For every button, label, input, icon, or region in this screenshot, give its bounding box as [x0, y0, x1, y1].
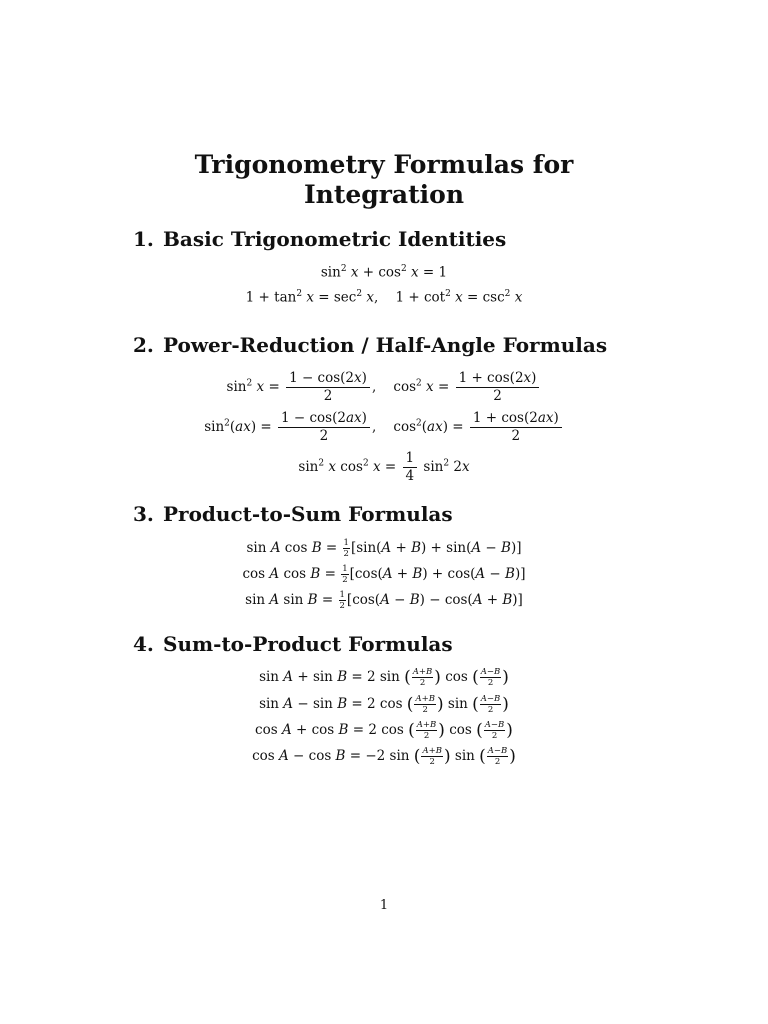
section-number: 2. — [133, 333, 154, 357]
section-title: Power-Reduction / Half-Angle Formulas — [163, 333, 608, 357]
formula-sin-sin-product: sin A sin B = $\frac{1}{2}$ [cos(A − B) − cos(A + B)] — [245, 590, 523, 611]
section-number: 4. — [133, 632, 154, 656]
formula-tan-cot-identities: $1 + \tan^2 x = \sec^2 x$, $1 + \cot^2 x = \csc^2 x$ — [245, 289, 523, 306]
formula-sin-cos-product: sin A cos B = $\frac{1}{2}$ [sin(A + B) + sin(A − B)] — [246, 538, 522, 559]
section-heading-product-to-sum — [133, 502, 453, 526]
formula-cos-plus-cos: cos A + cos B = 2 cos ( $\frac{A+B}{2}$ ) cos ( $\frac{A-B}{2}$ ) — [255, 720, 513, 741]
section-title: Product-to-Sum Formulas — [163, 502, 453, 526]
formula-cos-cos-product: cos A cos B = $\frac{1}{2}$ [cos(A + B) + cos(A − B)] — [242, 564, 526, 585]
title-line-1: Trigonometry Formulas for — [194, 150, 574, 179]
formula-cos-minus-cos: cos A − cos B = −2 sin ( $\frac{A+B}{2}$ ) sin ( $\frac{A-B}{2}$ ) — [252, 746, 516, 767]
title-line-2: Integration — [303, 180, 465, 209]
formula-sin-minus-sin: sin A − sin B = 2 cos ( $\frac{A+B}{2}$ ) sin ( $\frac{A-B}{2}$ ) — [259, 694, 509, 715]
formula-pythagorean: $\sin^2 x + \cos^2 x = 1$ — [320, 264, 448, 281]
formula-sin2-cos2: $\sin^2 x$ $\cos^2 x$ = $\frac{1}{4}$ $\sin^2 2x$ — [298, 450, 470, 484]
section-title: Sum-to-Product Formulas — [163, 632, 453, 656]
section-heading-power-reduction — [133, 333, 607, 357]
section-heading-sum-to-product — [133, 632, 453, 656]
formula-power-reduction-ax: $\sin^2(ax)$ = $\frac{1 - \cos(2ax)}{2}$ , $\cos^2(ax)$ = $\frac{1 + \cos(2ax)}{2}$ — [0, 410, 768, 445]
section-number: 1. — [133, 227, 154, 251]
section-number: 3. — [133, 502, 154, 526]
section-heading-basic-identities — [133, 227, 506, 251]
document-title — [0, 150, 768, 210]
section-title: Basic Trigonometric Identities — [163, 227, 507, 251]
page-number: 1 — [379, 898, 389, 913]
formula-power-reduction-x: $\sin^2 x$ = $\frac{1 - \cos(2x)}{2}$ , $\cos^2 x$ = $\frac{1 + \cos(2x)}{2}$ — [0, 370, 768, 405]
formula-sin-plus-sin: sin A + sin B = 2 sin ( $\frac{A+B}{2}$ ) cos ( $\frac{A-B}{2}$ ) — [259, 667, 509, 688]
